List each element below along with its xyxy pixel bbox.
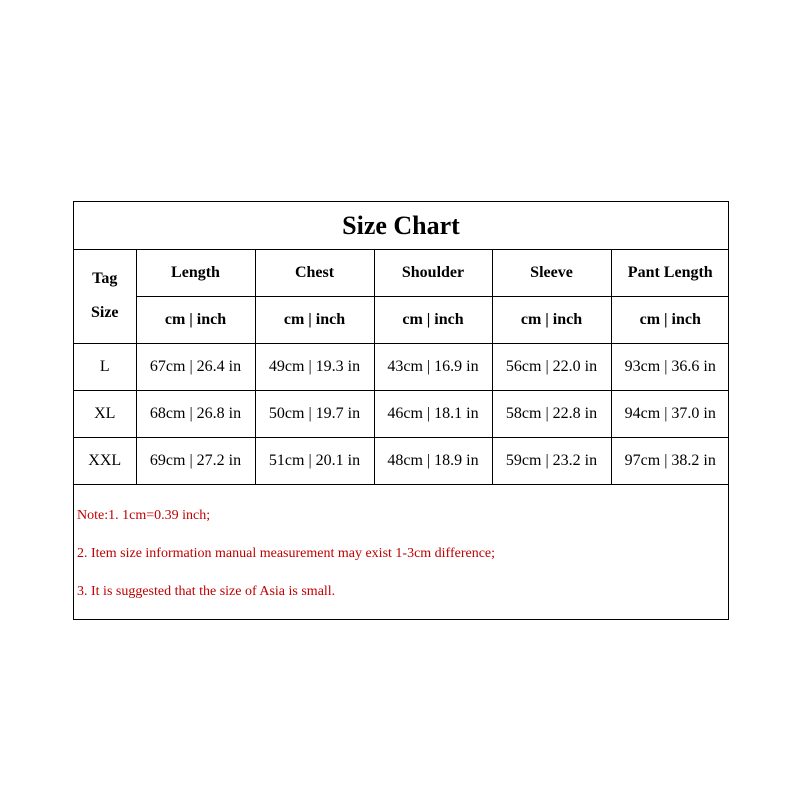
table-cell: 50cm | 19.7 in bbox=[255, 391, 374, 438]
size-cell: XL bbox=[74, 391, 136, 438]
table-cell: 67cm | 26.4 in bbox=[136, 344, 255, 391]
size-cell: L bbox=[74, 344, 136, 391]
unit-header-length: cm | inch bbox=[136, 297, 255, 344]
chart-title: Size Chart bbox=[74, 202, 728, 250]
table-cell: 94cm | 37.0 in bbox=[611, 391, 729, 438]
col-header-shoulder: Shoulder bbox=[374, 249, 492, 297]
table-cell: 56cm | 22.0 in bbox=[492, 344, 611, 391]
table-cell: 59cm | 23.2 in bbox=[492, 438, 611, 485]
table-cell: 97cm | 38.2 in bbox=[611, 438, 729, 485]
unit-header-sleeve: cm | inch bbox=[492, 297, 611, 344]
unit-header-pant-length: cm | inch bbox=[611, 297, 729, 344]
unit-header-shoulder: cm | inch bbox=[374, 297, 492, 344]
size-table bbox=[74, 249, 729, 485]
table-cell: 69cm | 27.2 in bbox=[136, 438, 255, 485]
tag-size-header bbox=[74, 249, 136, 344]
table-cell: 49cm | 19.3 in bbox=[255, 344, 374, 391]
size-cell: XXL bbox=[74, 438, 136, 485]
table-cell: 68cm | 26.8 in bbox=[136, 391, 255, 438]
tag-label: Tag bbox=[92, 270, 118, 287]
table-cell: 93cm | 36.6 in bbox=[611, 344, 729, 391]
header-row-units bbox=[74, 297, 729, 344]
unit-header-chest: cm | inch bbox=[255, 297, 374, 344]
col-header-chest: Chest bbox=[255, 249, 374, 297]
col-header-sleeve: Sleeve bbox=[492, 249, 611, 297]
header-row-names bbox=[74, 249, 729, 297]
table-cell: 48cm | 18.9 in bbox=[374, 438, 492, 485]
col-header-length: Length bbox=[136, 249, 255, 297]
table-row bbox=[74, 344, 729, 391]
table-row bbox=[74, 391, 729, 438]
size-label: Size bbox=[90, 304, 119, 321]
size-chart bbox=[73, 201, 729, 620]
table-cell: 58cm | 22.8 in bbox=[492, 391, 611, 438]
note-1: Note:1. 1cm=0.39 inch; bbox=[77, 508, 211, 523]
note-2: 2. Item size information manual measurement may exist 1-3cm difference; bbox=[77, 546, 496, 561]
table-cell: 51cm | 20.1 in bbox=[255, 438, 374, 485]
col-header-pant-length: Pant Length bbox=[611, 249, 729, 297]
note-3: 3. It is suggested that the size of Asia is small. bbox=[77, 584, 336, 599]
table-cell: 43cm | 16.9 in bbox=[374, 344, 492, 391]
table-row bbox=[74, 438, 729, 485]
table-cell: 46cm | 18.1 in bbox=[374, 391, 492, 438]
